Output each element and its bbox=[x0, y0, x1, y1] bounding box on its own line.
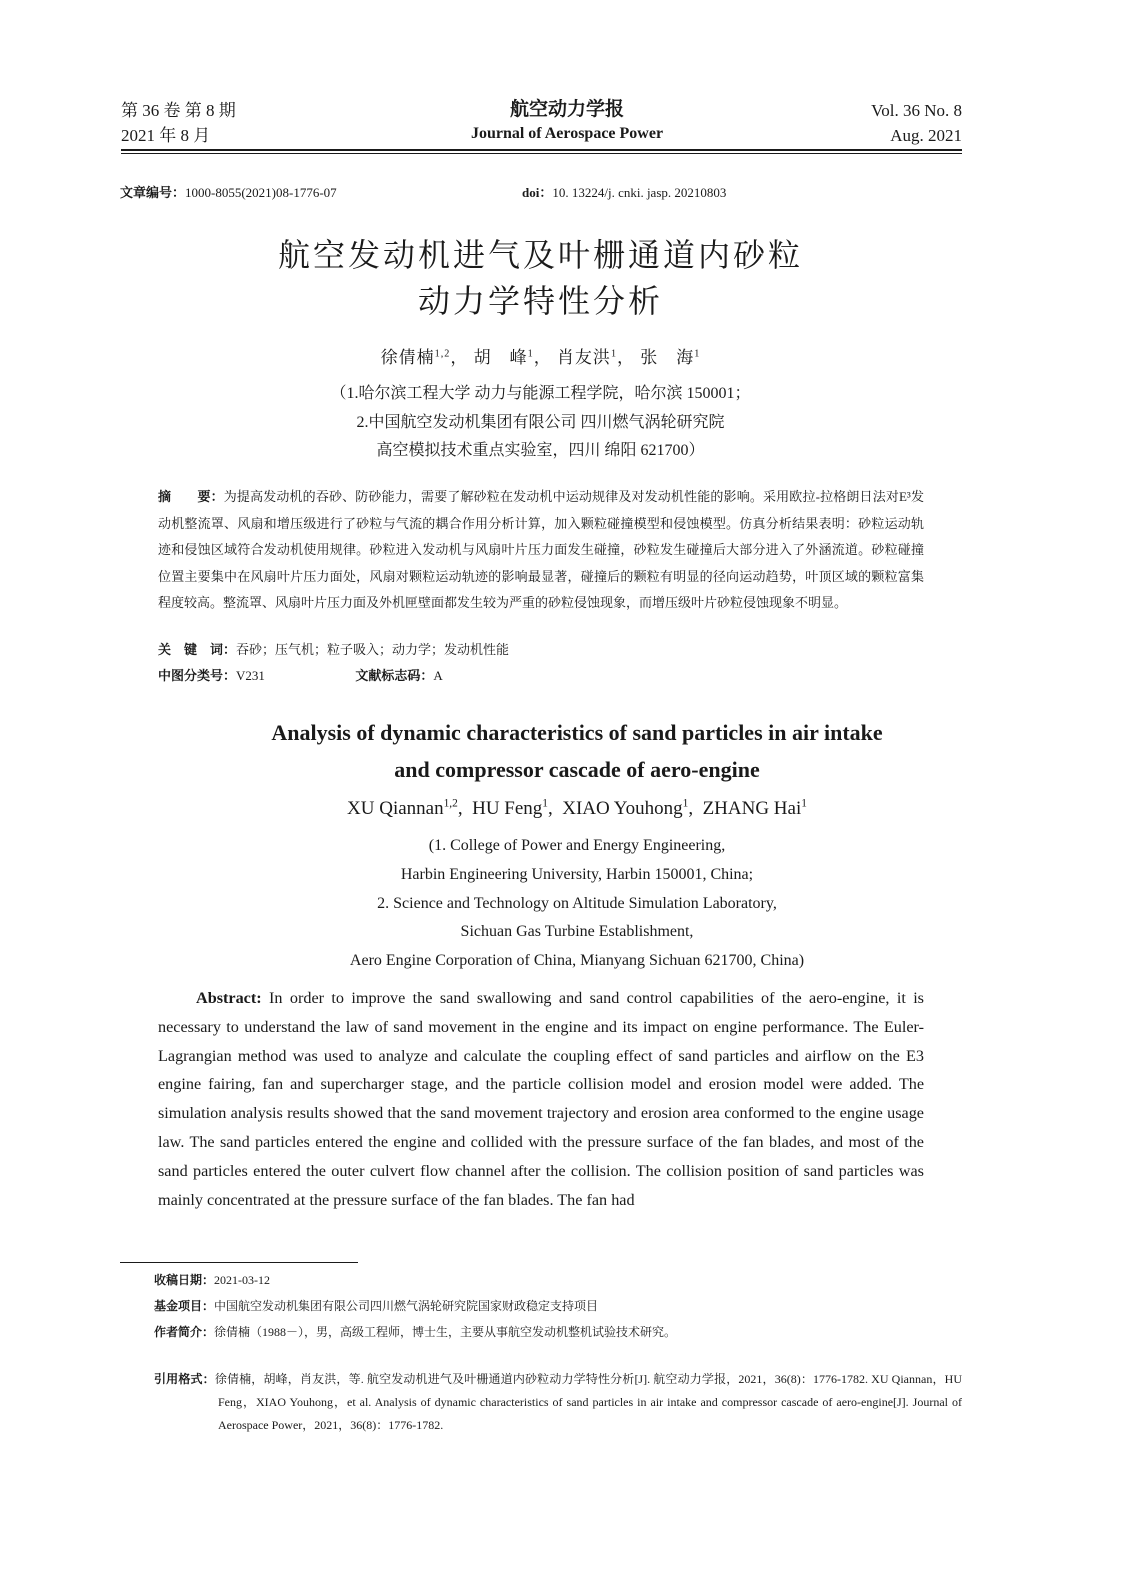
issue-info bbox=[121, 98, 236, 148]
title-en-line2: and compressor cascade of aero-engine bbox=[394, 757, 760, 782]
affiliation-en-line: Sichuan Gas Turbine Establishment, bbox=[460, 923, 694, 941]
received-date bbox=[154, 1271, 962, 1289]
journal-name-en: Journal of Aerospace Power bbox=[470, 125, 664, 142]
journal-name-cn: 航空动力学报 bbox=[509, 98, 624, 120]
received-label: 收稿日期： bbox=[154, 1273, 215, 1287]
abstract-en-text: In order to improve the sand swallowing and sand control capabilities of the aero-engine, it is necessary to understand the law of sand movement in the engine and its impact on engine performance. The Euler-Lagrangian method was used to analyze and calculate the coupling effect of sand particles and airflow on the E3 engine fairing, fan and supercharger stage, and the particle collision model and erosion model were added. The simulation analysis results showed that the sand movement trajectory and erosion area conformed to the engine usage law. The sand particles entered the engine and collided with the pressure surface of the fan blades, and most of the sand particles entered the outer culvert flow channel after the collision. The collision position of sand particles was mainly concentrated at the pressure surface of the fan blades. The fan had bbox=[158, 989, 924, 1209]
author-cn-sup: 1 bbox=[527, 348, 534, 360]
author-en-name: XIAO Youhong bbox=[562, 798, 683, 819]
author-en-sup: 1 bbox=[542, 797, 548, 810]
author-cn-name: 肖友洪 bbox=[556, 348, 611, 367]
author-en-sup: 1 bbox=[801, 797, 807, 810]
author-cn-sup: 1,2 bbox=[434, 348, 451, 360]
abstract-cn-label: 摘 要： bbox=[158, 490, 224, 505]
affiliation-cn-line: （1.哈尔滨工程大学 动力与能源工程学院，哈尔滨 150001； bbox=[330, 385, 751, 402]
fund-label: 基金项目： bbox=[154, 1299, 215, 1313]
keywords-cn-label: 关 键 词： bbox=[158, 643, 237, 658]
article-number bbox=[120, 184, 337, 203]
author-bio-label: 作者简介： bbox=[154, 1325, 215, 1339]
abstract-en bbox=[158, 984, 924, 1214]
footnote-rule bbox=[120, 1262, 358, 1263]
clc-value: V231 bbox=[236, 668, 265, 683]
author-cn-name: 张 海 bbox=[640, 348, 695, 367]
author-cn-name: 胡 峰 bbox=[473, 348, 528, 367]
title-en-line1: Analysis of dynamic characteristics of sand particles in air intake bbox=[271, 720, 883, 745]
keywords-cn-text: 吞砂；压气机；粒子吸入；动力学；发动机性能 bbox=[236, 642, 510, 657]
citation-label: 引用格式： bbox=[154, 1372, 215, 1386]
affiliations-cn bbox=[120, 380, 961, 466]
fund-project bbox=[154, 1297, 962, 1315]
doc-code-label: 文献标志码： bbox=[355, 669, 434, 684]
authors-cn: 徐倩楠$^{1,2}$， 胡 峰$^1$， 肖友洪$^1$， 张 海$^1$ bbox=[380, 348, 701, 367]
author-cn-sup: 1 bbox=[610, 348, 618, 360]
volume-number: Vol. 36 No. 8 bbox=[871, 101, 962, 120]
title-cn bbox=[120, 232, 961, 324]
article-number-label: 文章编号： bbox=[120, 186, 186, 201]
author-cn-name: 徐倩楠 bbox=[380, 348, 435, 367]
affiliation-en-line: 2. Science and Technology on Altitude Simulation Laboratory, bbox=[377, 894, 777, 912]
fund-value: 中国航空发动机集团有限公司四川燃气涡轮研究院国家财政稳定支持项目 bbox=[214, 1299, 599, 1313]
affiliation-cn-line: 2.中国航空发动机集团有限公司 四川燃气涡轮研究院 bbox=[356, 413, 725, 431]
header-rule bbox=[121, 149, 962, 151]
title-cn-line1: 航空发动机进气及叶栅通道内砂粒 bbox=[277, 236, 803, 274]
abstract-cn bbox=[158, 484, 924, 616]
abstract-cn-text: 为提高发动机的吞砂、防砂能力，需要了解砂粒在发动机中运动规律及对发动机性能的影响。采用欧拉-拉格朗日法对E³发动机整流罩、风扇和增压级进行了砂粒与气流的耦合作用分析计算，加入颗粒碰撞模型和侵蚀模型。仿真分析结果表明：砂粒运动轨迹和侵蚀区域符合发动机使用规律。砂粒进入发动机与风扇叶片压力面发生碰撞，砂粒发生碰撞后大部分进入了外涵流道。砂粒碰撞位置主要集中在风扇叶片压力面处，风扇对颗粒运动轨迹的影响最显著，碰撞后的颗粒有明显的径向运动趋势，叶顶区域的颗粒富集程度较高。整流罩、风扇叶片压力面及外机匣壁面都发生较为严重的砂粒侵蚀现象，而增压级叶片砂粒侵蚀现象不明显。 bbox=[158, 489, 924, 610]
affiliation-en-line: Aero Engine Corporation of China, Mianyang Sichuan 621700, China) bbox=[349, 952, 805, 970]
title-cn-line2: 动力学特性分析 bbox=[417, 282, 663, 320]
issue-volume: 第 36 卷 第 8 期 bbox=[121, 101, 236, 120]
doi-value: 10. 13224/j. cnki. jasp. 20210803 bbox=[552, 185, 727, 200]
affiliations-en bbox=[120, 832, 1034, 976]
keywords-cn bbox=[158, 640, 924, 661]
authors-en: XU Qiannan$^{1,2}$, HU Feng$^1$, XIAO Youhong$^1$, ZHANG Hai$^1$ bbox=[347, 797, 807, 819]
author-en-name: XU Qiannan bbox=[347, 798, 444, 819]
citation bbox=[154, 1368, 962, 1437]
author-bio-value: 徐倩楠（1988－），男，高级工程师，博士生，主要从事航空发动机整机试验技术研究。 bbox=[214, 1325, 677, 1339]
author-en-name: HU Feng bbox=[472, 798, 543, 819]
journal-name bbox=[380, 96, 754, 146]
title-en bbox=[120, 714, 1034, 788]
doi bbox=[522, 184, 726, 202]
citation-text: 徐倩楠，胡峰，肖友洪，等. 航空发动机进气及叶栅通道内砂粒动力学特性分析[J]. 航空动力学报，2021，36(8)：1776-1782. XU Qiannan，HU Feng，XIAO Youhong，et al. Analysis of dynamic characteristics of sand particles in air intake and compressor cascade of aero-engine[J]. Journal of Aerospace Power，2021，36(8)：1776-1782. bbox=[214, 1372, 962, 1432]
classification bbox=[158, 666, 924, 687]
received-value: 2021-03-12 bbox=[214, 1273, 271, 1287]
doi-label: doi： bbox=[522, 185, 553, 200]
clc-label: 中图分类号： bbox=[158, 669, 237, 684]
author-bio bbox=[154, 1323, 962, 1341]
doc-code-value: A bbox=[433, 668, 443, 683]
article-number-value: 1000-8055(2021)08-1776-07 bbox=[185, 185, 337, 200]
author-en-sup: 1,2 bbox=[443, 797, 458, 810]
affiliation-cn-line: 高空模拟技术重点实验室，四川 绵阳 621700） bbox=[376, 442, 705, 459]
header-rule-thin bbox=[121, 153, 962, 154]
volume-date: Aug. 2021 bbox=[890, 126, 962, 145]
author-en-name: ZHANG Hai bbox=[702, 798, 802, 819]
affiliation-en-line: (1. College of Power and Energy Engineering, bbox=[428, 837, 726, 854]
author-cn-sup: 1 bbox=[694, 348, 701, 360]
volume-info bbox=[871, 98, 962, 148]
author-en-sup: 1 bbox=[682, 797, 689, 810]
abstract-en-label: Abstract: bbox=[196, 989, 262, 1007]
issue-date: 2021 年 8 月 bbox=[121, 126, 211, 145]
affiliation-en-line: Harbin Engineering University, Harbin 150001, China; bbox=[400, 865, 754, 883]
